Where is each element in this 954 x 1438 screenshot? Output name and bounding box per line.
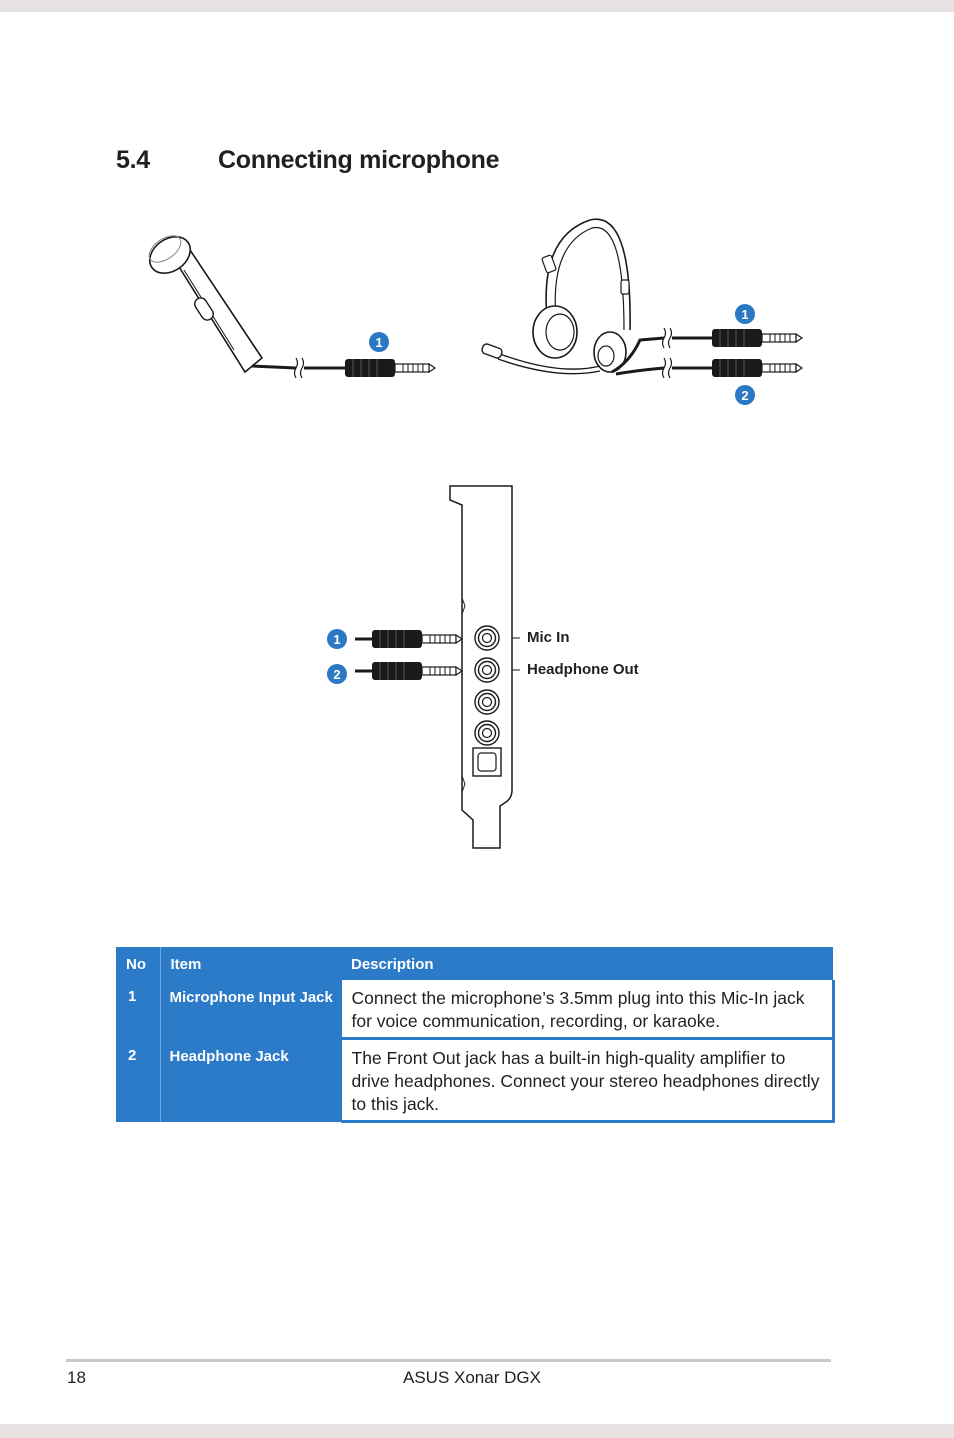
header-no: No — [116, 947, 160, 980]
handheld-microphone-icon — [143, 229, 435, 378]
callout-1-bracket — [327, 629, 347, 649]
svg-text:1: 1 — [741, 307, 749, 322]
mic-in-label: Mic In — [527, 629, 570, 646]
row-number: 1 — [116, 980, 160, 1039]
callout-1-microphone — [369, 332, 389, 352]
table-row — [116, 980, 833, 1039]
header-description: Description — [341, 947, 833, 980]
row-description: The Front Out jack has a built-in high-quality amplifier to drive headphones. Connect your stereo headphones directly to this jack. — [341, 1039, 833, 1122]
document-name: ASUS Xonar DGX — [403, 1368, 541, 1387]
svg-text:1: 1 — [333, 632, 341, 647]
table-row — [116, 1039, 833, 1122]
callout-2-headset — [735, 385, 755, 405]
svg-text:2: 2 — [333, 667, 341, 682]
page-number: 18 — [67, 1368, 86, 1387]
row-description: Connect the microphone’s 3.5mm plug into this Mic-In jack for voice communication, recording, or karaoke. — [341, 980, 833, 1039]
svg-text:1: 1 — [375, 335, 383, 350]
section-title: Connecting microphone — [218, 146, 500, 174]
headset-icon — [481, 219, 802, 378]
bracket-plugs — [355, 630, 462, 680]
section-number: 5.4 — [116, 146, 150, 174]
svg-text:2: 2 — [741, 388, 749, 403]
callout-1-headset — [735, 304, 755, 324]
connector-table — [116, 947, 835, 1123]
sound-card-bracket-icon — [450, 486, 520, 848]
row-item: Headphone Jack — [160, 1039, 341, 1122]
bottom-margin-band — [0, 1424, 954, 1438]
row-item: Microphone Input Jack — [160, 980, 341, 1039]
header-item: Item — [160, 947, 341, 980]
table-header-row — [116, 947, 833, 980]
callout-2-bracket — [327, 664, 347, 684]
footer-rule — [66, 1359, 831, 1362]
headphone-out-label: Headphone Out — [527, 661, 639, 678]
row-number: 2 — [116, 1039, 160, 1122]
